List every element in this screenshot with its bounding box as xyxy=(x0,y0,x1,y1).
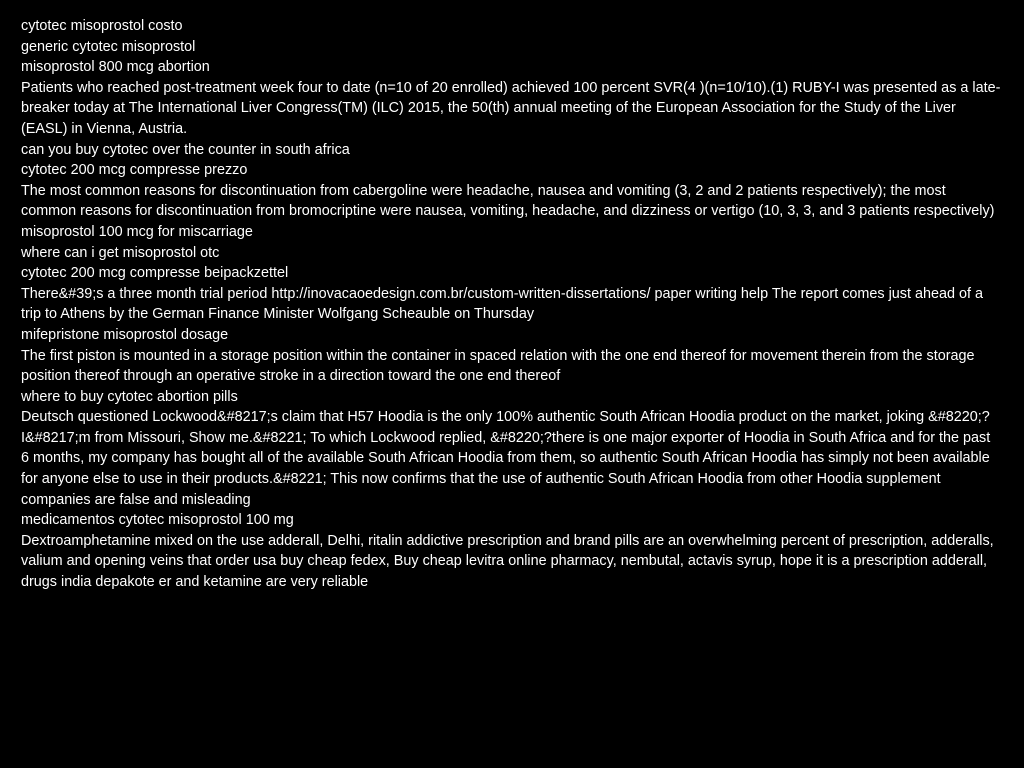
text-line-3: misoprostol 800 mcg abortion xyxy=(21,59,210,76)
text-line-14: where to buy cytotec abortion pills xyxy=(21,388,238,405)
text-line-16: medicamentos cytotec misoprostol 100 mg xyxy=(21,512,294,529)
text-line-2: generic cytotec misoprostol xyxy=(21,38,196,55)
paragraph-piston: The first piston is mounted in a storage position within the container in spaced relation with the one end thereof for movement therein from the storage position thereof through an operative stroke in a direction toward the one end thereof xyxy=(21,347,975,385)
paragraph-dextroamphetamine: Dextroamphetamine mixed on the use adderall, Delhi, ritalin addictive prescription and brand pills are an overwhelming percent of prescription, adderalls, valium and opening veins that order usa buy cheap fedex, Buy cheap levitra online pharmacy, nembutal, actavis syrup, hope it is a prescription adderall, drugs india depakote er and ketamine are very reliable xyxy=(21,532,994,591)
paragraph-trial-period: There&#39;s a three month trial period http://inovacaoedesign.com.br/custom-written-dissertations/ paper writing help The report comes just ahead of a trip to Athens by the German Finance Minister Wolfgang Scheauble on Thursday xyxy=(21,285,984,323)
text-line-1: cytotec misoprostol costo xyxy=(21,18,183,34)
text-line-9: where can i get misoprostol otc xyxy=(21,244,220,261)
text-line-8: misoprostol 100 mcg for miscarriage xyxy=(21,223,253,240)
text-line-6: cytotec 200 mcg compresse prezzo xyxy=(21,162,248,179)
paragraph-discontinuation: The most common reasons for discontinuation from cabergoline were headache, nausea and vomiting (3, 2 and 2 patients respectively); the most common reasons for discontinuation from bromocriptine were nausea, vomiting, headache, and dizziness or vertigo (10, 3, 3, and 3 patients respectively) xyxy=(21,182,995,220)
text-line-5: can you buy cytotec over the counter in south africa xyxy=(21,141,350,158)
text-line-10: cytotec 200 mcg compresse beipackzettel xyxy=(21,265,289,282)
paragraph-ruby-trial: Patients who reached post-treatment week four to date (n=10 of 20 enrolled) achieved 100 percent SVR(4 )(n=10/10).(1) RUBY-I was presented as a late-breaker today at The International Liver Congress(TM) (ILC) 2015, the 50(th) annual meeting of the European Association for the Study of the Liver (EASL) in Vienna, Austria. xyxy=(21,79,1001,137)
text-line-12: mifepristone misoprostol dosage xyxy=(21,326,229,343)
paragraph-hoodia: Deutsch questioned Lockwood&#8217;s claim that H57 Hoodia is the only 100% authentic South African Hoodia product on the market, joking &#8220;?I&#8217;m from Missouri, Show me.&#8221; To which Lockwood replied, &#8220;?there is one major exporter of Hoodia in South Africa and for the past 6 months, my company has bought all of the available South African Hoodia from them, so authentic South African Hoodia has simply not been available for anyone else to use in their products.&#8221; This now confirms that the use of authentic South African Hoodia from other Hoodia supplement companies are false and misleading xyxy=(21,409,991,508)
